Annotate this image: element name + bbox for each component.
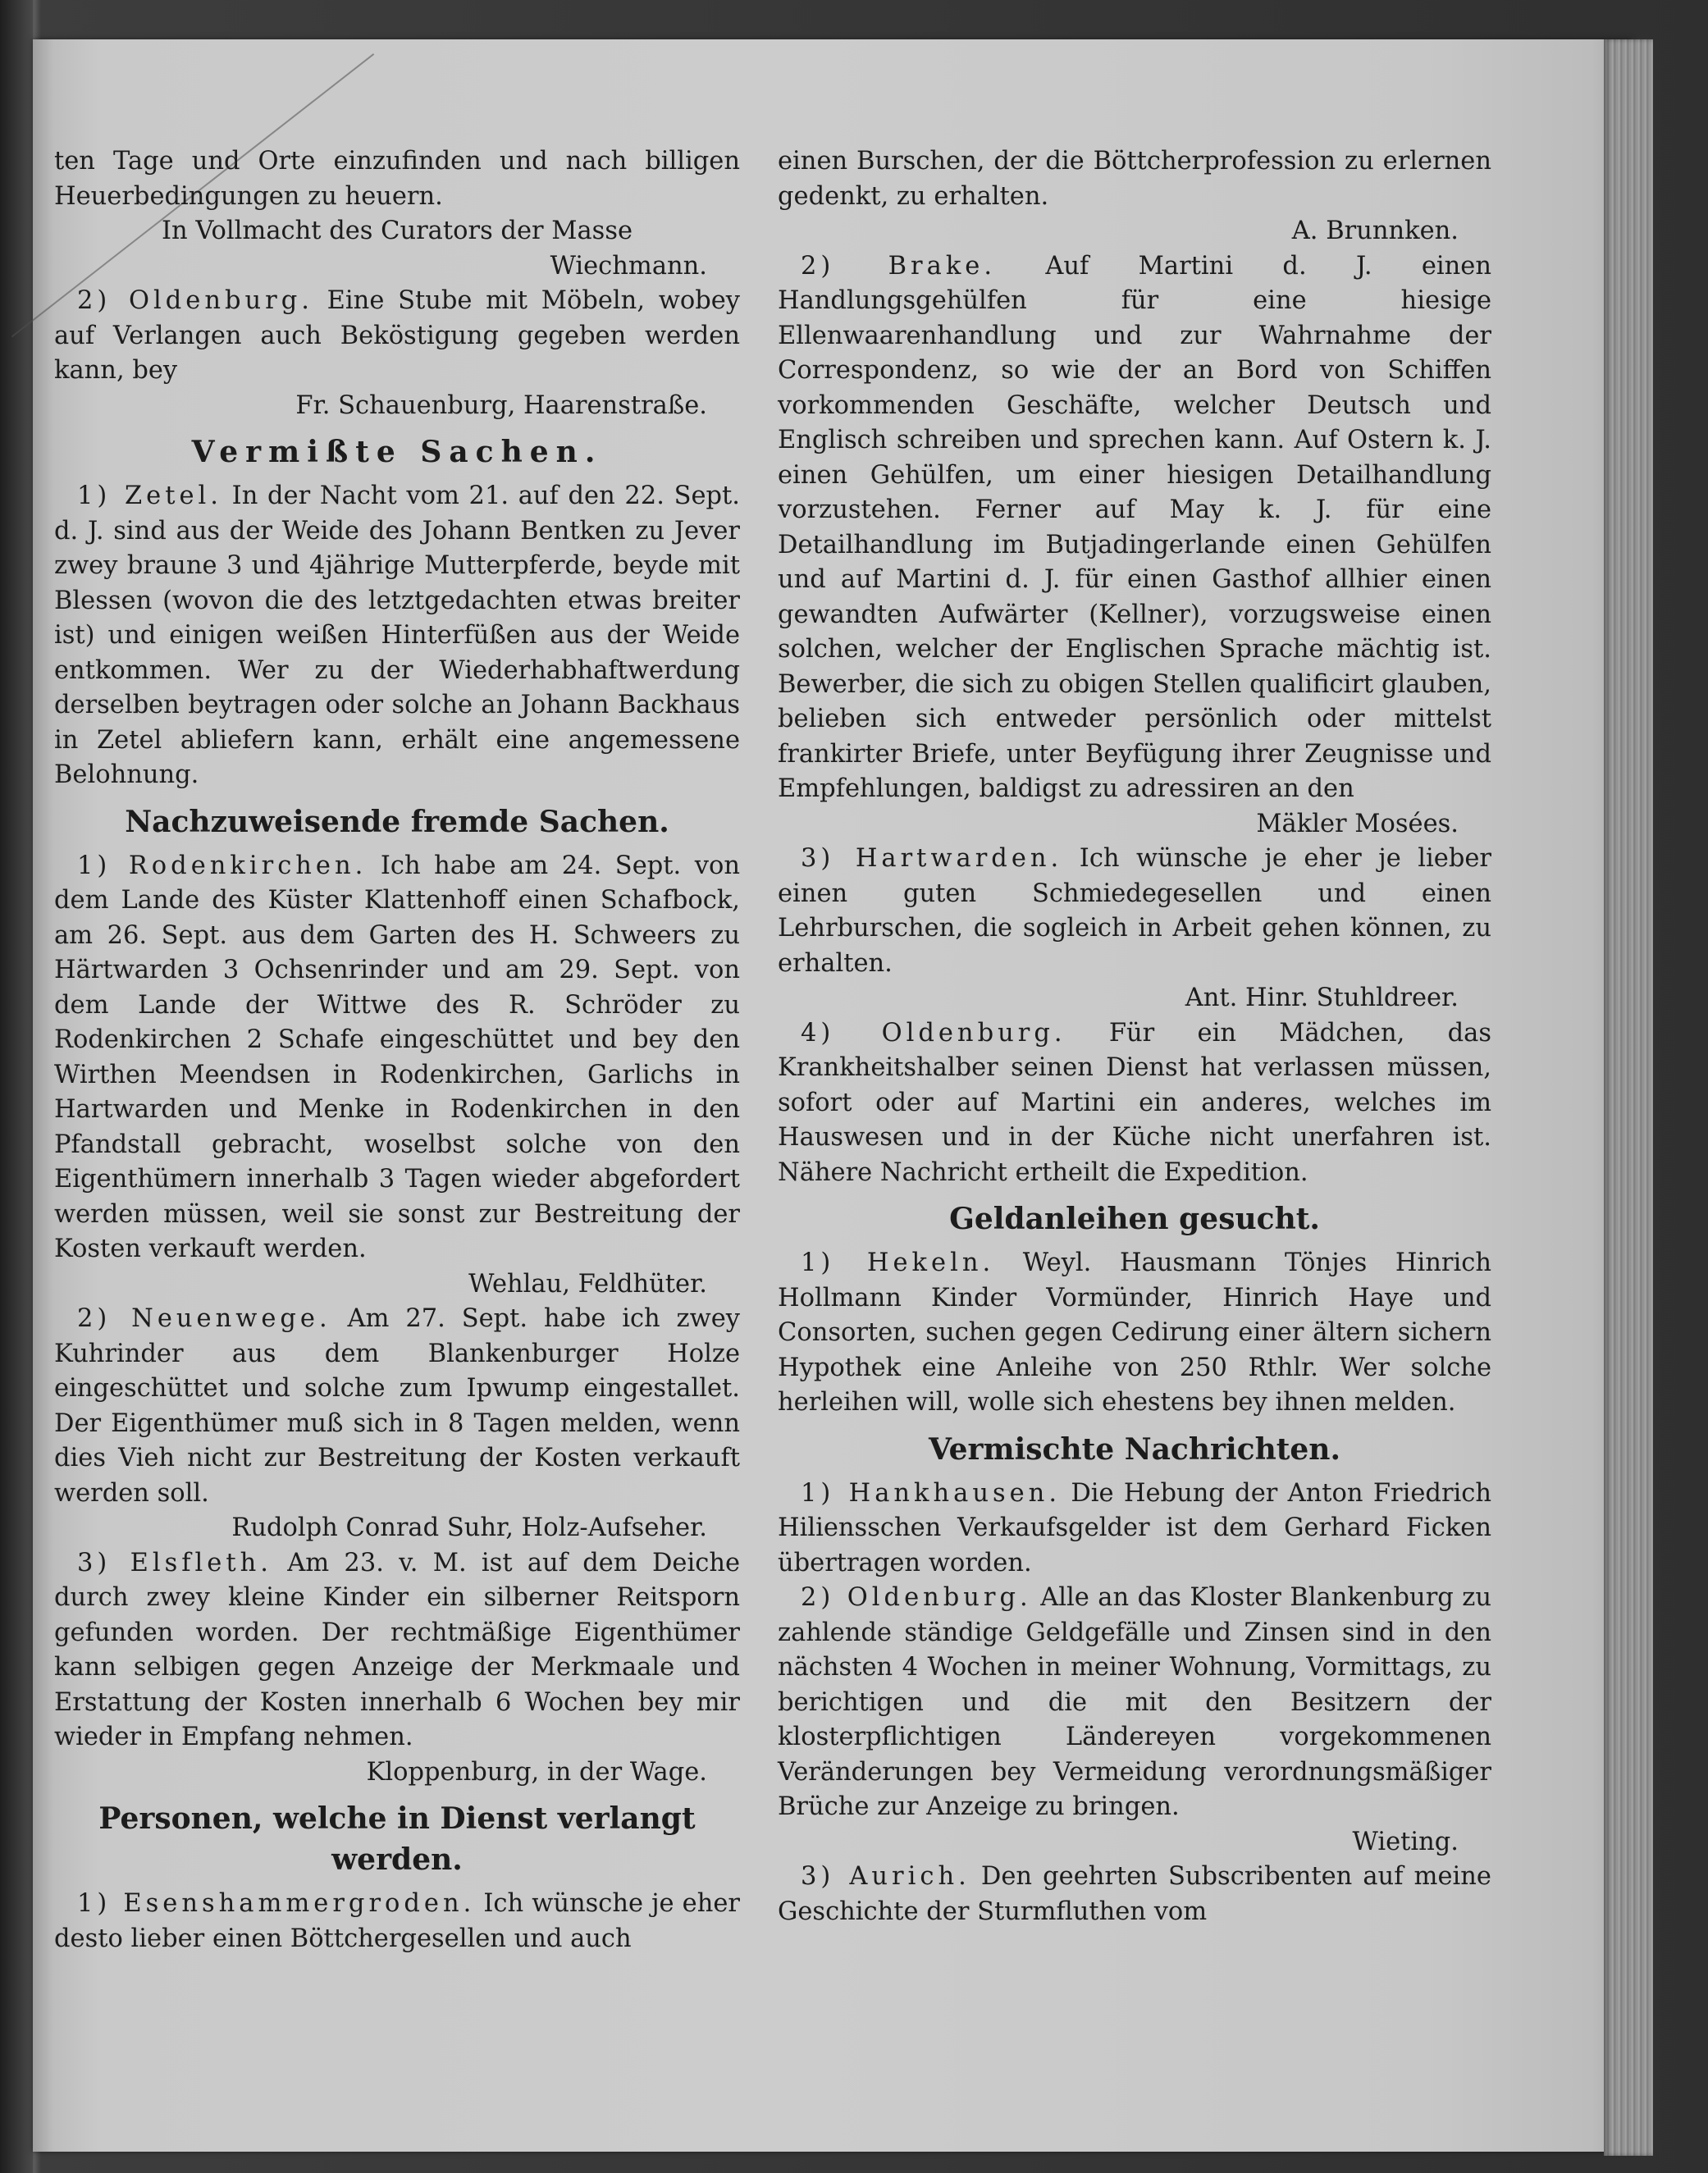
notice-text: Weyl. Hausmann Tönjes Hinrich Hollmann Kinder Vormünder, Hinrich Haye und Consorten, suchen gegen Cedirung einer ältern sichern Hypothek eine Anleihe von 250 Rthlr. Wer solche herleihen will, wolle sich ehestens bey ihnen melden.	[778, 1249, 1491, 1417]
notice-text: Am 23. v. M. ist auf dem Deiche durch zwey kleine Kinder ein silberner Reitsporn gefunden worden. Der rechtmäßige Eigenthümer kann selbigen gegen Anzeige der Merkmaale und Erstattung der Kosten innerhalb 6 Wochen bey mir wieder in Empfang nehmen.	[54, 1548, 741, 1751]
notice-place: 3) Elsfleth.	[77, 1548, 272, 1577]
notice-rodenkirchen	[54, 849, 740, 1267]
notice-elsfleth	[54, 1546, 740, 1755]
notice-place: 1) Hekeln.	[801, 1249, 995, 1277]
notice-hartwarden	[778, 842, 1491, 981]
section-heading-loans: Geldanleihen gesucht.	[949, 1202, 1320, 1236]
signature-name: A. Brunnken.	[1291, 217, 1459, 245]
section-heading-found-items: Nachzuweisende fremde Sachen.	[125, 804, 669, 839]
notice-zetel	[54, 479, 740, 793]
notice-text: Ich wünsche je eher je lieber einen guten Schmiedegesellen und einen Lehrburschen, die sogleich in Arbeit gehen können, zu erhalten.	[778, 844, 1492, 978]
notice-place: 1) Esenshammergroden.	[77, 1889, 476, 1918]
notice-place: 3) Hartwarden.	[801, 844, 1063, 873]
notice-text: Eine Stube mit Möbeln, wobey auf Verlangen auch Beköstigung gegeben werden kann, bey	[54, 286, 740, 385]
notice-text: In der Nacht vom 21. auf den 22. Sept. d. J. sind aus der Weide des Johann Bentken zu Jever zwey braune 3 und 4jährige Mutterpferde, beyde mit Blessen (wovon die des letztgedachten etwas breiter ist) und einigen weißen Hinterfüßen aus der Weide entkommen. Wer zu der Wiederhabhaftwerdung derselben beytragen oder solche an Johann Backhaus in Zetel abliefern kann, erhält eine angemessene Belohnung.	[54, 482, 740, 789]
signature-name: Wehlau, Feldhüter.	[468, 1269, 707, 1299]
notice-place: 1) Hankhausen.	[801, 1478, 1062, 1508]
notice-hekeln	[778, 1246, 1491, 1421]
notice-place: 4) Oldenburg.	[801, 1018, 1066, 1048]
notice-place: 3) Aurich.	[801, 1862, 970, 1891]
continued-paragraph: ten Tage und Orte einzufinden und nach billigen Heuerbedingungen zu heuern.	[54, 147, 740, 211]
notice-text: Am 27. Sept. habe ich zwey Kuhrinder aus dem Blankenburger Holze eingeschüttet und solche zum Ipwump eingestallet. Der Eigenthümer muß sich in 8 Tagen melden, wenn dies Vieh nicht zur Bestreitung der Kosten verkauft werden soll.	[54, 1304, 741, 1508]
signature-name: Fr. Schauenburg, Haarenstraße.	[295, 390, 707, 420]
notice-text: Den geehrten Subscribenten auf meine Geschichte der Sturmfluthen vom	[778, 1862, 1491, 1926]
signature-name: Mäkler Mosées.	[1256, 809, 1459, 838]
notice-place: 2) Oldenburg.	[801, 1583, 1032, 1612]
book-gutter	[0, 0, 33, 2173]
notice-text: Alle an das Kloster Blankenburg zu zahlende ständige Geldgefälle und Zinsen sind in den nächsten 4 Wochen in meiner Wohnung, Vormittags, zu berichtigen und die mit den Besitzern der klosterpflichtigen Ländereyen vorgekommenen Veränderungen bey Vermeidung verordnungsmäßiger Brüche zur Anzeige zu bringen.	[778, 1583, 1491, 1821]
notice-text: Auf Martini d. J. einen Handlungsgehülfen für eine hiesige Ellenwaarenhandlung und zur Wahrnahme der Correspondenz, so wie der an Bord von Schiffen vorkommenden Geschäfte, welcher Deutsch und Englisch schreiben und sprechen kann. Auf Ostern k. J. einen Gehülfen, um einer hiesigen Detailhandlung vorzustehen. Ferner auf May k. J. für eine Detailhandlung im Butjadingerlande einen Gehülfen und auf Martini d. J. für einen Gasthof allhier einen gewandten Aufwärter (Kellner), vorzugsweise einen solchen, welcher der Englischen Sprache mächtig ist. Bewerber, die sich zu obigen Stellen qualificirt glauben, belieben sich entweder persönlich oder mittelst frankirter Briefe, unter Beyfügung ihrer Zeugnisse und Empfehlungen, baldigst zu adressiren an den	[778, 251, 1491, 803]
notice-esenshammergroden	[54, 1887, 740, 1956]
notice-place: 1) Zetel.	[77, 482, 222, 510]
signature-name: Rudolph Conrad Suhr, Holz-Aufseher.	[231, 1513, 707, 1542]
right-column	[778, 144, 1491, 1929]
notice-hankhausen	[778, 1477, 1491, 1582]
signature-name: Ant. Hinr. Stuhldreer.	[1185, 984, 1459, 1012]
notice-place: 1) Rodenkirchen.	[77, 851, 368, 880]
notice-place: 2) Brake.	[801, 251, 997, 281]
notice-text: Ich wünsche je eher desto lieber einen Böttchergesellen und auch	[54, 1889, 740, 1953]
section-heading-missing-items: Vermißte Sachen.	[191, 435, 603, 469]
notice-brake	[778, 249, 1491, 807]
signature-name: Kloppenburg, in der Wage.	[366, 1757, 707, 1787]
notice-neuenwege	[54, 1302, 740, 1511]
notice-text: Die Hebung der Anton Friedrich Hiliensschen Verkaufsgelder ist dem Gerhard Ficken übertragen worden.	[778, 1478, 1491, 1577]
signature-line: In Vollmacht des Curators der Masse	[161, 217, 633, 245]
notice-oldenburg-room	[54, 284, 740, 389]
section-heading-jobs: Personen, welche in Dienst verlangt werden.	[98, 1801, 696, 1877]
notice-text: Für ein Mädchen, das Krankheitshalber seinen Dienst hat verlassen müssen, sofort oder auf Martini ein anderes, welches im Hauswesen und in der Küche nicht unerfahren ist. Nähere Nachricht ertheilt die Expedition.	[778, 1018, 1491, 1187]
section-heading-misc: Vermischte Nachrichten.	[929, 1431, 1340, 1467]
continued-paragraph: einen Burschen, der die Böttcherprofession zu erlernen gedenkt, zu erhalten.	[778, 147, 1491, 211]
notice-aurich	[778, 1860, 1491, 1929]
signature-name: Wiechmann.	[550, 251, 707, 281]
notice-place: 2) Oldenburg.	[77, 286, 313, 315]
notice-oldenburg-maid	[778, 1016, 1491, 1191]
notice-oldenburg-kloster	[778, 1581, 1491, 1825]
left-column	[54, 144, 740, 1956]
signature-name: Wieting.	[1352, 1827, 1459, 1856]
page-stack-edge	[1604, 39, 1653, 2156]
notice-text: Ich habe am 24. Sept. von dem Lande des Küster Klattenhoff einen Schafbock, am 26. Sept. aus dem Garten des H. Schweers zu Härtwarden 3 Ochsenrinder und am 29. Sept. von dem Lande der Wittwe des R. Schröder zu Rodenkirchen 2 Schafe eingeschüttet und bey den Wirthen Meendsen in Rodenkirchen, Garlichs in Hartwarden und Menke in Rodenkirchen in den Pfandstall gebracht, woselbst solche von den Eigenthümern innerhalb 3 Tagen wieder abgefordert werden müssen, weil sie sonst zur Bestreitung der Kosten verkauft werden.	[54, 851, 740, 1263]
notice-place: 2) Neuenwege.	[77, 1304, 331, 1333]
